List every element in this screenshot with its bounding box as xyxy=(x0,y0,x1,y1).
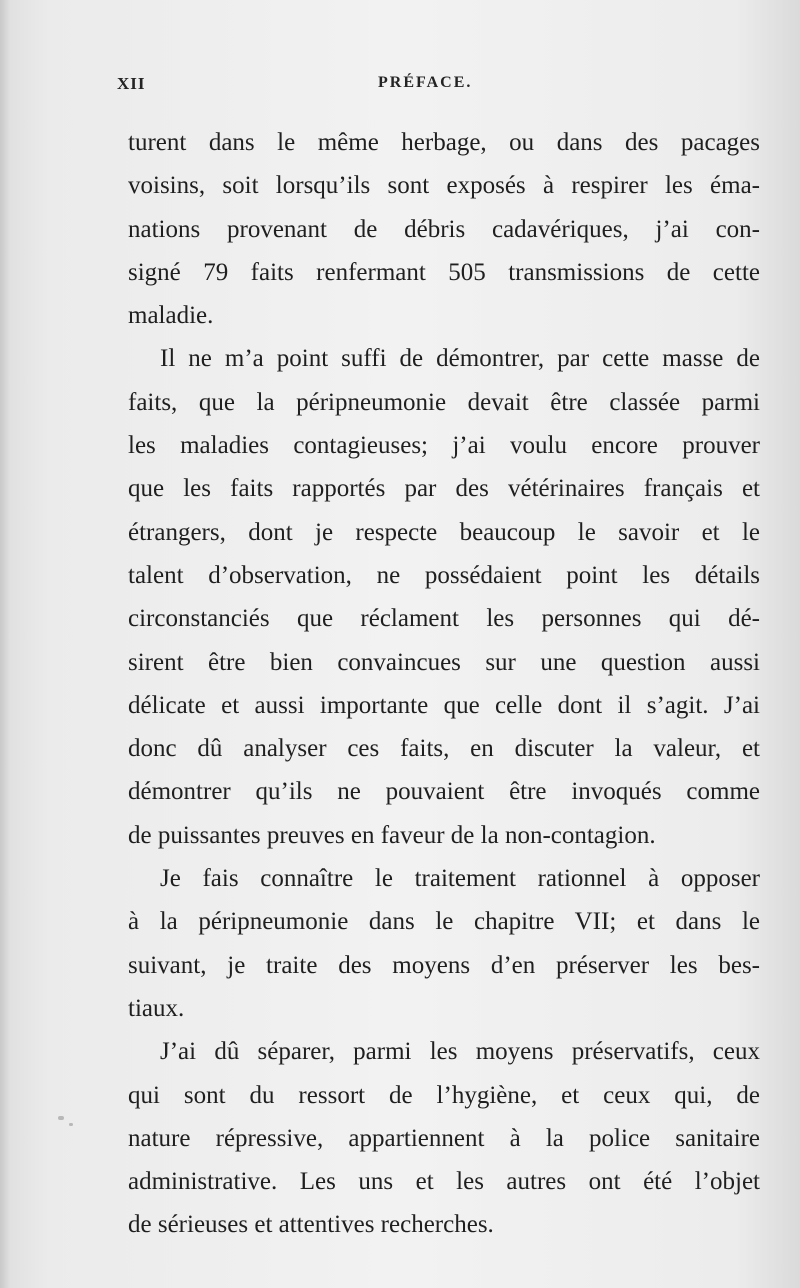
page-header xyxy=(0,74,800,100)
text-line: à la péripneumonie dans le chapitre VII; et dans le xyxy=(128,908,760,936)
text-line: signé 79 faits renfermant 505 transmissions de cette xyxy=(128,258,760,286)
body-text xyxy=(128,121,760,1247)
text-line: turent dans le même herbage, ou dans des pacages xyxy=(128,129,760,156)
text-line: qui sont du ressort de l’hygiène, et ceux qui, de xyxy=(128,1081,760,1109)
text-line: administrative. Les uns et les autres ont été l’objet xyxy=(128,1168,760,1196)
text-line: délicate et aussi importante que celle dont il s’agit. J’ai xyxy=(128,691,760,719)
paragraph-start-line: J’ai dû séparer, parmi les moyens préservatifs, ceux xyxy=(160,1038,760,1066)
text-line: démontrer qu’ils ne pouvaient être invoqués comme xyxy=(128,778,760,806)
text-line: tiaux. xyxy=(128,994,185,1022)
running-head: PRÉFACE. xyxy=(378,74,473,91)
text-line: talent d’observation, ne possédaient point les détails xyxy=(128,561,760,589)
text-line: nature répressive, appartiennent à la police sanitaire xyxy=(128,1124,760,1152)
text-line: voisins, soit lorsqu’ils sont exposés à respirer les éma- xyxy=(128,172,760,200)
text-line: sirent être bien convaincues sur une question aussi xyxy=(128,648,760,676)
paper-speck xyxy=(58,1116,64,1120)
text-line: donc dû analyser ces faits, en discuter la valeur, et xyxy=(128,735,760,763)
text-line: maladie. xyxy=(128,302,214,330)
page-gutter-shadow xyxy=(0,0,10,1288)
text-line: suivant, je traite des moyens d’en préserver les bes- xyxy=(128,951,760,979)
paragraph-start-line: Il ne m’a point suffi de démontrer, par cette masse de xyxy=(160,345,760,373)
text-line: nations provenant de débris cadavériques, j’ai con- xyxy=(128,215,760,243)
text-line: de sérieuses et attentives recherches. xyxy=(128,1211,494,1239)
text-line: faits, que la péripneumonie devait être classée parmi xyxy=(128,388,760,416)
text-line: les maladies contagieuses; j’ai voulu encore prouver xyxy=(128,432,760,460)
text-line: que les faits rapportés par des vétérinaires français et xyxy=(128,475,760,503)
paragraph-start-line: Je fais connaître le traitement rationnel à opposer xyxy=(160,865,760,893)
text-line: de puissantes preuves en faveur de la non-contagion. xyxy=(128,821,656,849)
text-line: circonstanciés que réclament les personnes qui dé- xyxy=(128,605,760,633)
paper-speck xyxy=(69,1123,73,1126)
text-line: étrangers, dont je respecte beaucoup le savoir et le xyxy=(128,518,760,546)
page-number: XII xyxy=(117,74,146,93)
